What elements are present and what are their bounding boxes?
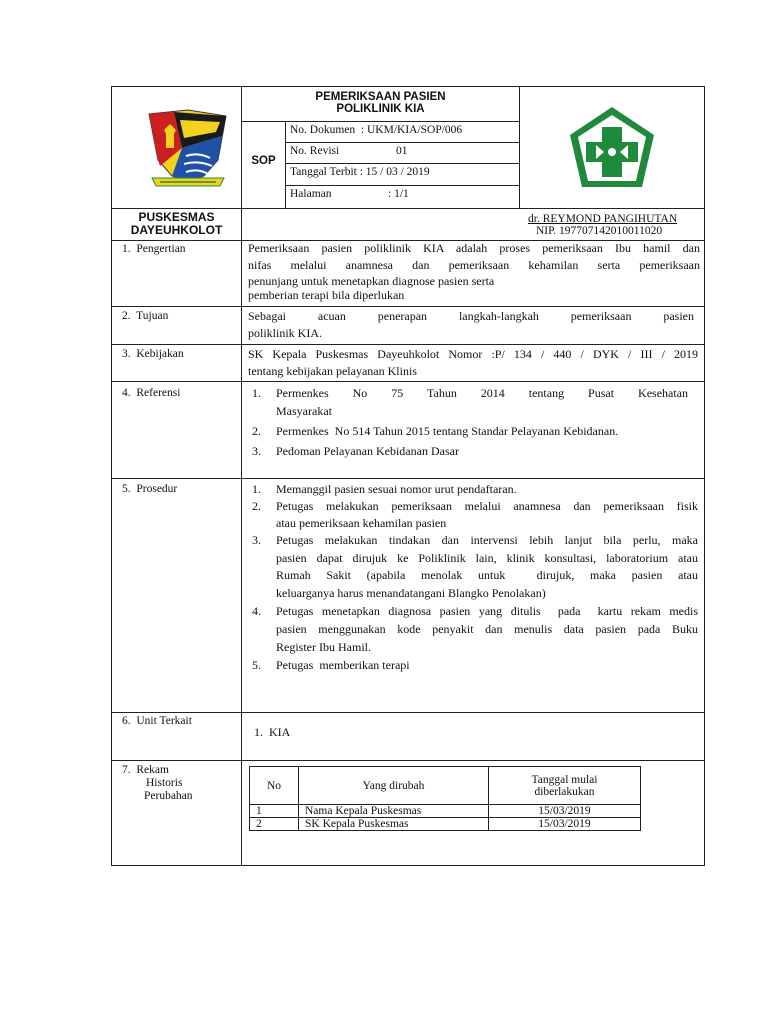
table-row — [250, 818, 641, 831]
header-date — [489, 767, 641, 805]
section-label-unit-terkait: 6. Unit Terkait — [122, 715, 192, 727]
sop-divider — [285, 121, 286, 208]
list-item-line: Register Ibu Hamil. — [276, 640, 371, 654]
org-name — [112, 211, 241, 237]
list-item-line: atau pemeriksaan kehamilan pasien — [276, 516, 447, 530]
section-label-referensi: 4. Referensi — [122, 387, 181, 399]
cell-changed: Nama Kepala Puskesmas — [299, 805, 489, 818]
header-no: No — [250, 767, 299, 805]
frame-left — [111, 86, 112, 866]
frame-top — [111, 86, 705, 87]
list-item-line: Memanggil pasien sesuai nomor urut pendaftaran. — [276, 482, 517, 496]
header-changed: Yang dirubah — [299, 767, 489, 805]
signer-name: dr. REYMOND PANGIHUTAN — [528, 213, 678, 225]
org-name-line2: DAYEUHKOLOT — [130, 223, 223, 237]
tujuan-line1: Sebagai acuan penerapan langkah-langkah pemeriksaan pasien — [248, 309, 694, 323]
list-item-number: 1. — [252, 386, 261, 400]
history-table — [249, 766, 641, 831]
list-item — [242, 422, 688, 440]
sop-row-line-3 — [285, 185, 520, 186]
kebijakan-line2: tentang kebijakan pelayanan Klinis — [248, 364, 417, 378]
cell-changed: SK Kepala Puskesmas — [299, 818, 489, 831]
header-date-line2: diberlakukan — [534, 785, 595, 798]
document-title-line1: PEMERIKSAAN PASIEN — [315, 91, 446, 103]
kabupaten-bandung-crest-icon — [146, 108, 230, 188]
rekam-label-line3: Perubahan — [144, 790, 193, 802]
list-item — [242, 602, 698, 656]
list-item-number: 3. — [252, 533, 261, 547]
title-bottom-line — [241, 121, 520, 122]
section-label-kebijakan: 3. Kebijakan — [122, 348, 184, 360]
section-label-rekam — [122, 764, 193, 803]
page-label: Halaman — [290, 188, 332, 200]
prosedur-list — [242, 481, 698, 674]
list-item-line: Permenkes No 75 Tahun 2014 tentang Pusat Kesehatan — [276, 386, 688, 400]
cell-no: 1 — [250, 805, 299, 818]
list-item-line: Rumah Sakit (apabila menolak untuk dirujuk, maka pasien atau — [276, 568, 698, 582]
frame-bottom — [111, 865, 705, 866]
document-title — [242, 91, 519, 115]
rekam-label-line1: 7. Rekam — [122, 764, 169, 776]
sep-kebijakan — [111, 381, 705, 382]
org-name-line1: PUSKESMAS — [138, 210, 215, 224]
section-label-pengertian: 1. Pengertian — [122, 243, 186, 255]
list-item-line: Petugas memberikan terapi — [276, 658, 410, 672]
list-item-line: Petugas menetapkan diagnosa pasien yang ditulis pada kartu rekam medis — [276, 604, 698, 618]
table-header-row — [250, 767, 641, 805]
list-item-line: Petugas melakukan tindakan dan intervensi lebih lanjut bila perlu, maka — [276, 533, 698, 547]
doc-number: No. Dokumen : UKM/KIA/SOP/006 — [290, 124, 463, 136]
header-date-line1: Tanggal mulai — [531, 773, 598, 786]
list-item — [242, 442, 688, 460]
rekam-label-line2: Historis — [146, 777, 183, 789]
list-item-number: 5. — [252, 658, 261, 672]
list-item-number: 3. — [252, 444, 261, 458]
list-item-number: 2. — [252, 424, 261, 438]
tujuan-line2: poliklinik KIA. — [248, 326, 322, 340]
frame-right — [704, 86, 705, 866]
page-value: : 1/1 — [388, 188, 409, 200]
pengertian-text — [248, 240, 700, 302]
pengertian-line4: pemberian terapi bila diperlukan — [248, 288, 405, 302]
sop-label: SOP — [251, 155, 276, 167]
kebijakan-line1: SK Kepala Puskesmas Dayeuhkolot Nomor :P/ 134 / 440 / DYK / III / 2019 — [248, 347, 698, 361]
sep-prosedur — [111, 712, 705, 713]
cell-date: 15/03/2019 — [489, 818, 641, 831]
list-item — [242, 384, 688, 420]
publish-date: Tanggal Terbit : 15 / 03 / 2019 — [290, 166, 430, 178]
sep-unit — [111, 760, 705, 761]
sep-referensi — [111, 478, 705, 479]
referensi-list — [242, 384, 688, 460]
cell-date: 15/03/2019 — [489, 805, 641, 818]
puskesmas-green-cross-icon — [566, 105, 658, 193]
list-item-line: pasien dapat dirujuk ke Poliklinik lain, klinik konsultasi, laboratorium atau — [276, 550, 698, 565]
list-item — [242, 481, 698, 498]
list-item — [242, 532, 698, 602]
list-item-number: 4. — [252, 604, 261, 618]
tujuan-text — [248, 308, 694, 342]
list-item-line: keluarganya harus menandatangani Blangko Penolakan) — [276, 585, 546, 600]
kebijakan-text — [248, 346, 698, 380]
table-row — [250, 805, 641, 818]
sop-row-line-1 — [285, 142, 520, 143]
list-item-line: pasien menggunakan kode penyakit dan menulis data pasien pada Buku — [276, 622, 698, 636]
pengertian-line2: nifas melalui anamnesa dan pemeriksaan kehamilan serta pemeriksaan — [248, 258, 700, 272]
signer-nip: NIP. 197707142010011020 — [536, 225, 663, 237]
list-item-number: 2. — [252, 499, 261, 513]
header-bottom-line — [111, 208, 705, 209]
list-item-line: Petugas melakukan pemeriksaan melalui anamnesa dan pemeriksaan fisik — [276, 499, 698, 513]
list-item — [242, 656, 698, 674]
list-item-line: Masyarakat — [276, 404, 332, 418]
list-item-line: Permenkes No 514 Tahun 2015 tentang Standar Pelayanan Kebidanan. — [276, 424, 619, 438]
pengertian-line3: penunjang untuk menetapkan diagnose pasien serta — [248, 274, 495, 288]
list-item-line: Pedoman Pelayanan Kebidanan Dasar — [276, 444, 459, 458]
document-title-line2: POLIKLINIK KIA — [336, 103, 425, 115]
section-label-prosedur: 5. Prosedur — [122, 483, 178, 495]
list-item — [242, 498, 698, 532]
unit-terkait-item: 1. KIA — [254, 725, 291, 739]
cell-no: 2 — [250, 818, 299, 831]
list-item-number: 1. — [252, 482, 261, 496]
revision-label: No. Revisi — [290, 145, 340, 157]
section-label-tujuan: 2. Tujuan — [122, 310, 169, 322]
revision-value: 01 — [396, 145, 408, 157]
sep-tujuan — [111, 344, 705, 345]
header-divider-right — [519, 86, 520, 208]
pengertian-line1: Pemeriksaan pasien poliklinik KIA adalah proses pemeriksaan Ibu hamil dan — [248, 241, 700, 255]
sep-pengertian — [111, 306, 705, 307]
sop-row-line-2 — [285, 163, 520, 164]
header-divider-left — [241, 86, 242, 866]
